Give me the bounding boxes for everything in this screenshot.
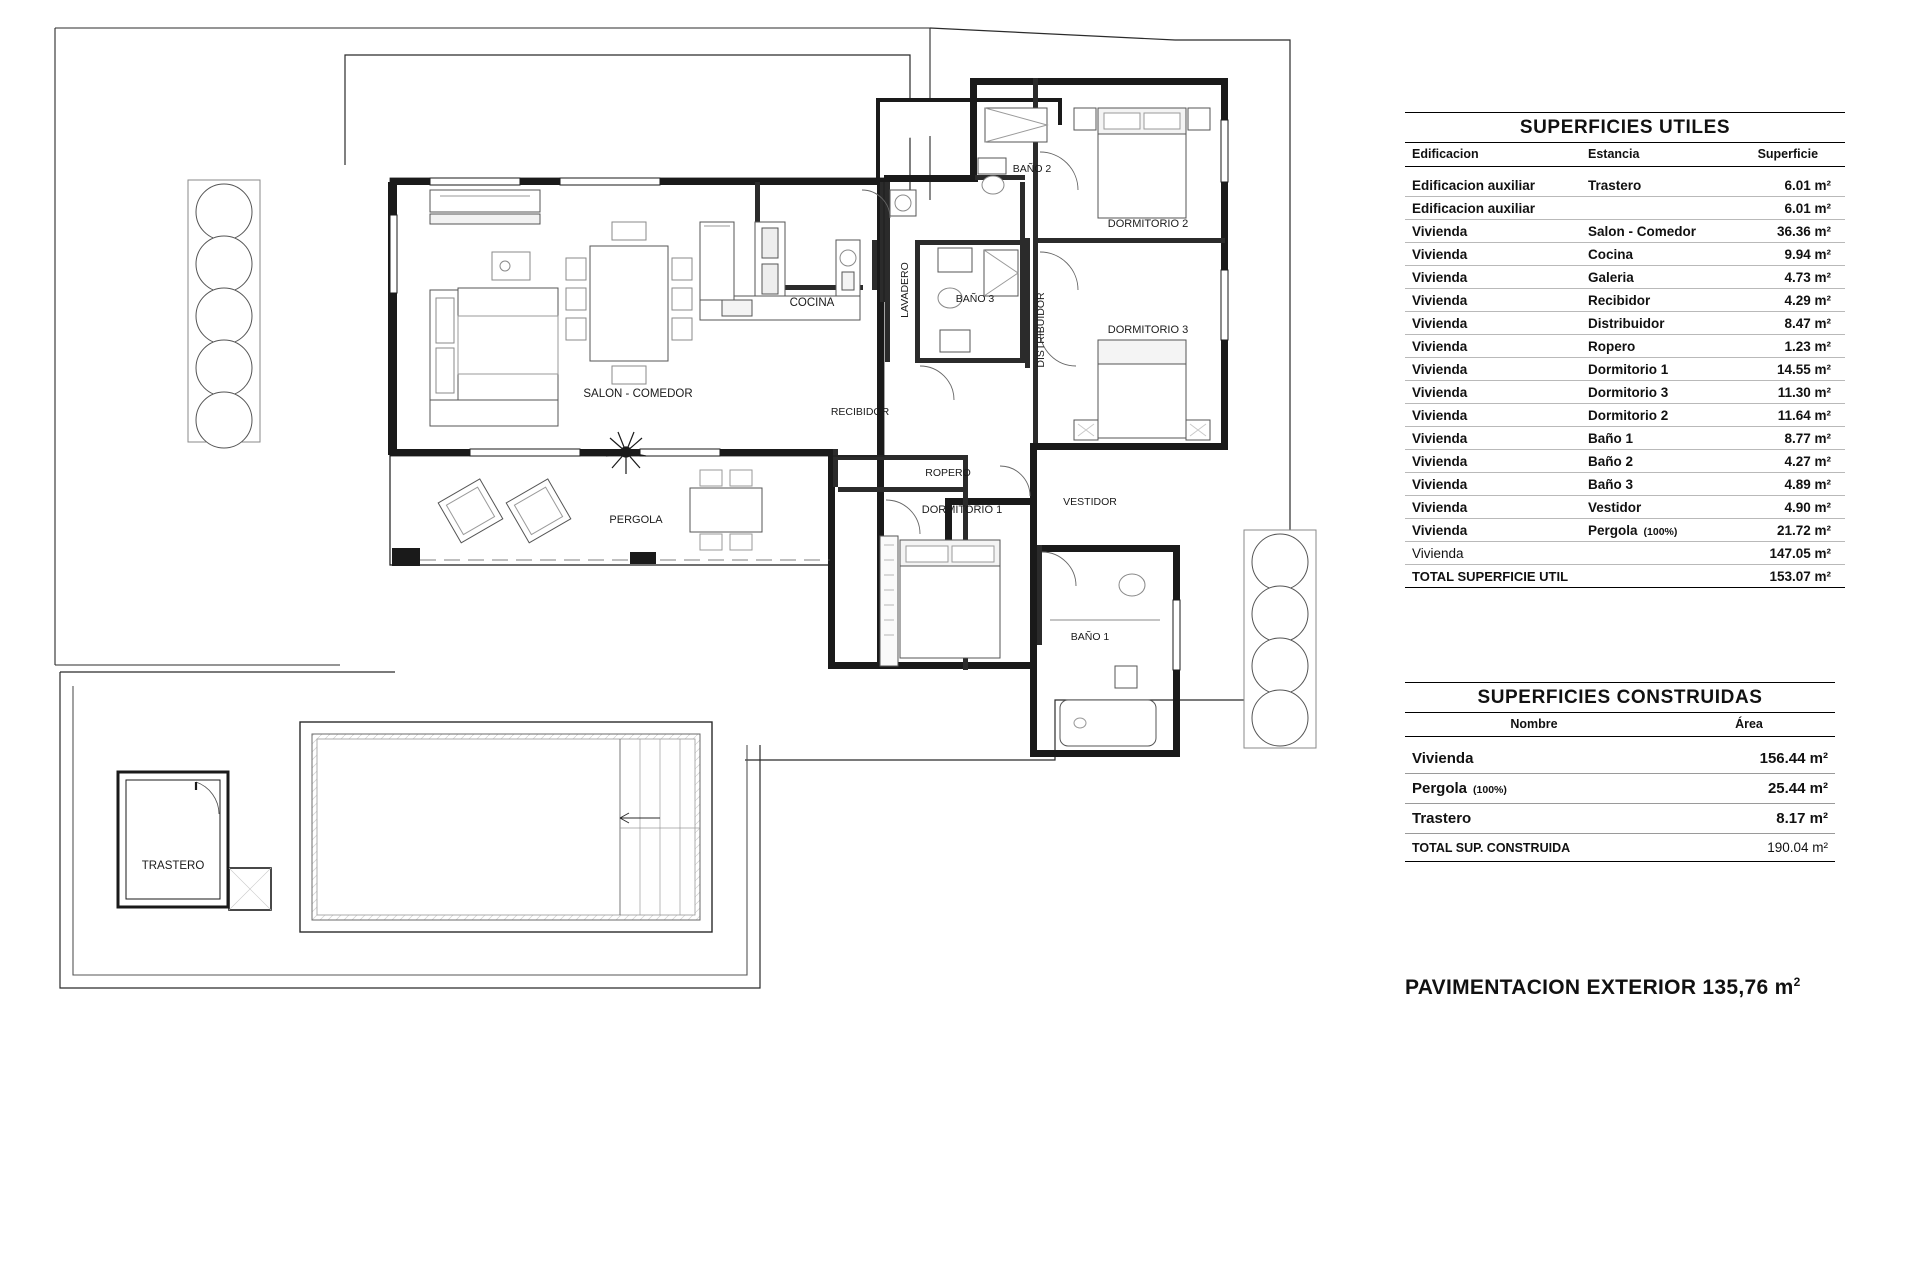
construidas-total-label: TOTAL SUP. CONSTRUIDA: [1405, 834, 1663, 862]
cell-superficie: 14.55 m²: [1731, 358, 1845, 381]
cell-estancia: Dormitorio 2: [1581, 404, 1731, 427]
room-label-bano3: BAÑO 3: [955, 293, 995, 305]
cell-nombre-note: (100%): [1473, 784, 1507, 796]
cell-edificacion: Vivienda: [1405, 289, 1581, 312]
cell-superficie: 4.90 m²: [1731, 496, 1845, 519]
cell-superficie: 1.23 m²: [1731, 335, 1845, 358]
cell-estancia: Salon - Comedor: [1581, 220, 1731, 243]
cell-estancia: Baño 2: [1581, 450, 1731, 473]
room-label-dorm1: DORMITORIO 1: [921, 504, 1003, 516]
construidas-header-row: [1405, 713, 1835, 737]
cell-edificacion: Vivienda: [1405, 519, 1581, 542]
construidas-total-value: 190.04 m²: [1663, 834, 1835, 862]
cell-estancia: Dormitorio 3: [1581, 381, 1731, 404]
utiles-title: SUPERFICIES UTILES: [1405, 113, 1845, 143]
table-row: [1405, 243, 1845, 266]
utiles-total-label: TOTAL SUPERFICIE UTIL: [1405, 565, 1731, 588]
room-label-ropero: ROPERO: [925, 467, 971, 479]
table-row: [1405, 473, 1845, 496]
utiles-header-estancia: Estancia: [1581, 143, 1731, 167]
cell-superficie: 21.72 m²: [1731, 519, 1845, 542]
cell-edificacion: Vivienda: [1405, 404, 1581, 427]
table-row: [1405, 197, 1845, 220]
room-label-bano2: BAÑO 2: [1012, 163, 1052, 175]
cell-superficie: 8.77 m²: [1731, 427, 1845, 450]
table-row: [1405, 450, 1845, 473]
construidas-header-area: Área: [1663, 713, 1835, 737]
cell-edificacion: Vivienda: [1405, 312, 1581, 335]
cell-edificacion: Vivienda: [1405, 358, 1581, 381]
superficies-utiles-panel: [1405, 112, 1845, 588]
cell-edificacion: Vivienda: [1405, 473, 1581, 496]
cell-estancia: Baño 1: [1581, 427, 1731, 450]
table-row: [1405, 519, 1845, 542]
table-row: [1405, 774, 1835, 804]
table-row: [1405, 804, 1835, 834]
table-row: [1405, 335, 1845, 358]
svg-text:TRASTERO: TRASTERO: [141, 860, 205, 872]
cell-area: 25.44 m²: [1663, 774, 1835, 804]
cell-edificacion: Vivienda: [1405, 427, 1581, 450]
construidas-header-nombre: Nombre: [1405, 713, 1663, 737]
utiles-total-value: 153.07 m²: [1731, 565, 1845, 588]
cell-estancia-text: Pergola: [1588, 522, 1638, 538]
cell-nombre-text: Trastero: [1412, 810, 1472, 827]
cell-superficie: 6.01 m²: [1731, 174, 1845, 197]
cell-nombre: [1405, 774, 1663, 804]
cell-superficie: 11.30 m²: [1731, 381, 1845, 404]
cell-area: 8.17 m²: [1663, 804, 1835, 834]
cell-edificacion: Vivienda: [1405, 335, 1581, 358]
table-row: [1405, 174, 1845, 197]
room-label-pergola: PERGOLA: [609, 514, 663, 526]
superficies-utiles-table: [1405, 112, 1845, 588]
table-row: [1405, 358, 1845, 381]
table-row: [1405, 289, 1845, 312]
cell-nombre: [1405, 804, 1663, 834]
cell-estancia: [1581, 197, 1731, 220]
cell-nombre: [1405, 744, 1663, 774]
cell-estancia: Galeria: [1581, 266, 1731, 289]
cell-nombre-text: Vivienda: [1412, 750, 1474, 767]
cell-superficie: 6.01 m²: [1731, 197, 1845, 220]
table-row: [1405, 427, 1845, 450]
room-label-vestidor: VESTIDOR: [1063, 496, 1117, 508]
cell-nombre-note: [1471, 814, 1477, 826]
table-row: [1405, 744, 1835, 774]
cell-superficie: 9.94 m²: [1731, 243, 1845, 266]
cell-edificacion: Vivienda: [1405, 496, 1581, 519]
cell-edificacion: Vivienda: [1405, 381, 1581, 404]
cell-superficie: 8.47 m²: [1731, 312, 1845, 335]
table-row: [1405, 404, 1845, 427]
cell-nombre-text: Pergola: [1412, 780, 1468, 797]
table-total-row: [1405, 565, 1845, 588]
utiles-header-edificacion: Edificacion: [1405, 143, 1581, 167]
cell-edificacion: Edificacion auxiliar: [1405, 197, 1581, 220]
cell-estancia: Cocina: [1581, 243, 1731, 266]
cell-edificacion: Vivienda: [1405, 450, 1581, 473]
room-label-distribuidor: DISTRIBUIDOR: [1035, 292, 1047, 368]
construidas-title: SUPERFICIES CONSTRUIDAS: [1405, 683, 1835, 713]
cell-superficie: 4.29 m²: [1731, 289, 1845, 312]
table-row: [1405, 496, 1845, 519]
cell-edificacion: Edificacion auxiliar: [1405, 174, 1581, 197]
cell-area: 156.44 m²: [1663, 744, 1835, 774]
room-label-lavadero: LAVADERO: [899, 262, 911, 318]
cell-superficie: 11.64 m²: [1731, 404, 1845, 427]
room-label-dorm3: DORMITORIO 3: [1107, 324, 1189, 336]
cell-estancia: Distribuidor: [1581, 312, 1731, 335]
room-label-salon: SALON - COMEDOR: [583, 388, 693, 400]
room-label-bano1: BAÑO 1: [1070, 631, 1110, 643]
cell-superficie: 4.27 m²: [1731, 450, 1845, 473]
superficies-construidas-table: [1405, 682, 1835, 862]
cell-estancia-note: (100%): [1643, 525, 1678, 538]
table-row: [1405, 312, 1845, 335]
cell-estancia: Ropero: [1581, 335, 1731, 358]
cell-edificacion: Vivienda: [1405, 243, 1581, 266]
cell-estancia: Trastero: [1581, 174, 1731, 197]
cell-estancia: [1581, 542, 1731, 565]
cell-edificacion: Vivienda: [1405, 266, 1581, 289]
pavimentacion-exterior-label: [1405, 975, 1801, 1000]
table-row: [1405, 266, 1845, 289]
table-row: [1405, 220, 1845, 243]
room-label-dorm2: DORMITORIO 2: [1107, 218, 1189, 230]
superficies-construidas-panel: [1405, 682, 1835, 862]
cell-nombre-note: [1473, 754, 1479, 766]
cell-estancia: Dormitorio 1: [1581, 358, 1731, 381]
cell-superficie: 147.05 m²: [1731, 542, 1845, 565]
svg-text:COCINA: COCINA: [789, 297, 835, 309]
utiles-header-superficie: Superficie: [1731, 143, 1845, 167]
cell-edificacion: Vivienda: [1405, 220, 1581, 243]
utiles-header-row: [1405, 143, 1845, 167]
table-total-row: [1405, 834, 1835, 862]
cell-estancia: Vestidor: [1581, 496, 1731, 519]
cell-superficie: 4.73 m²: [1731, 266, 1845, 289]
table-row: [1405, 381, 1845, 404]
room-label-recibidor: RECIBIDOR: [830, 406, 890, 418]
pavimentacion-superscript: 2: [1793, 975, 1801, 989]
table-row: [1405, 542, 1845, 565]
cell-estancia: Baño 3: [1581, 473, 1731, 496]
cell-superficie: 4.89 m²: [1731, 473, 1845, 496]
cell-estancia: Recibidor: [1581, 289, 1731, 312]
cell-edificacion: Vivienda: [1405, 542, 1581, 565]
cell-estancia: [1581, 519, 1731, 542]
cell-superficie: 36.36 m²: [1731, 220, 1845, 243]
pavimentacion-text: PAVIMENTACION EXTERIOR 135,76 m: [1405, 976, 1794, 999]
